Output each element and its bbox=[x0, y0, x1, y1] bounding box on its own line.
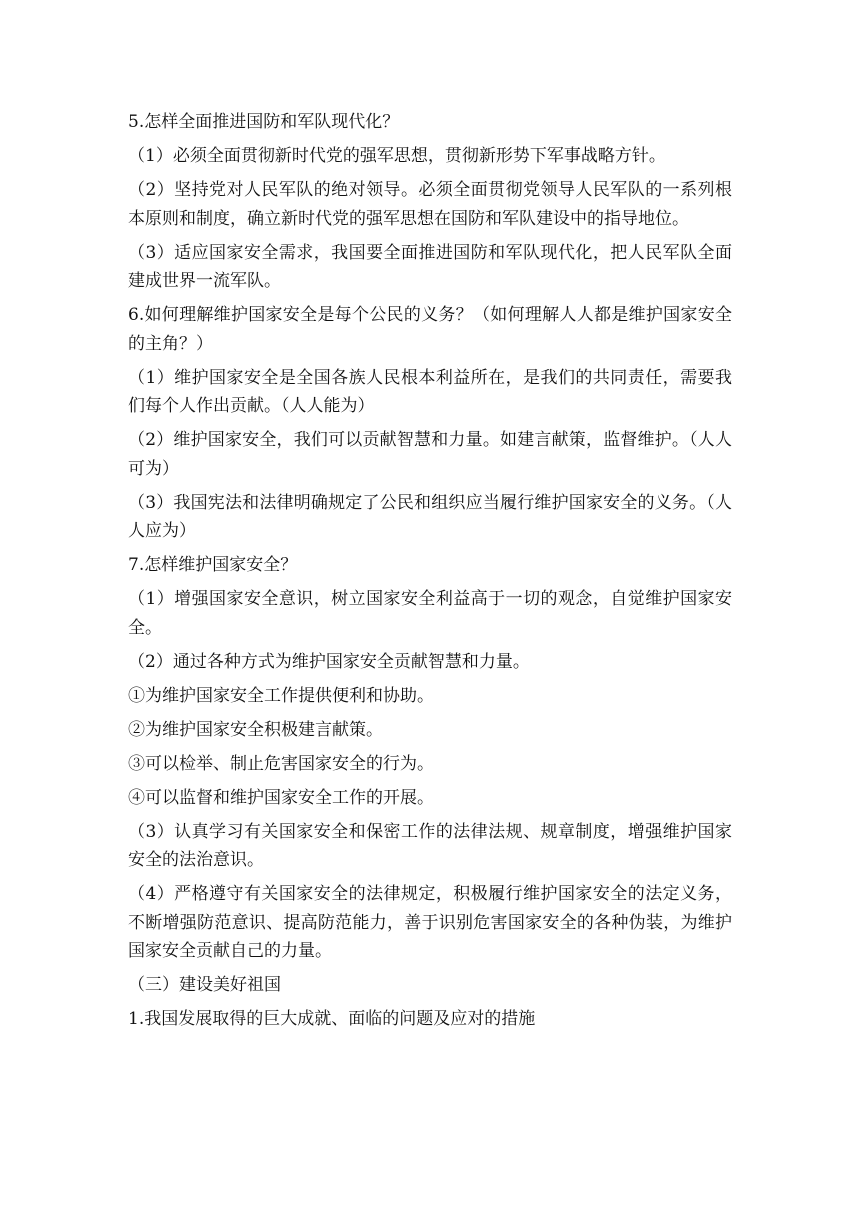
answer-point: （4）严格遵守有关国家安全的法律规定，积极履行维护国家安全的法定义务，不断增强防范意识、提高防范能力，善于识别危害国家安全的各种伪装，为维护国家安全贡献自己的力量。 bbox=[128, 884, 732, 961]
answer-point: （1）维护国家安全是全国各族人民根本利益所在，是我们的共同责任，需要我们每个人作出贡献。（人人能为） bbox=[128, 367, 732, 416]
sub-point: ④可以监督和维护国家安全工作的开展。 bbox=[128, 787, 434, 808]
sub-point: ①为维护国家安全工作提供便利和协助。 bbox=[128, 685, 434, 706]
section-heading: （三）建设美好祖国 bbox=[128, 975, 281, 995]
answer-point: （3）认真学习有关国家安全和保密工作的法律法规、规章制度，增强维护国家安全的法治意识。 bbox=[128, 821, 732, 870]
answer-point: （2）维护国家安全，我们可以贡献智慧和力量。如建言献策，监督维护。（人人可为） bbox=[128, 430, 732, 479]
question-heading-6: 6.如何理解维护国家安全是每个公民的义务？（如何理解人人都是维护国家安全的主角？） bbox=[128, 305, 732, 354]
answer-point: （1）必须全面贯彻新时代党的强军思想，贯彻新形势下军事战略方针。 bbox=[128, 146, 666, 166]
question-heading-1: 1.我国发展取得的巨大成就、面临的问题及应对的措施 bbox=[128, 1009, 536, 1029]
answer-point: （2）通过各种方式为维护国家安全贡献智慧和力量。 bbox=[128, 651, 530, 672]
answer-point: （2）坚持党对人民军队的绝对领导。必须全面贯彻党领导人民军队的一系列根本原则和制度，确立新时代党的强军思想在国防和军队建设中的指导地位。 bbox=[128, 180, 732, 229]
answer-point: （1）增强国家安全意识，树立国家安全利益高于一切的观念，自觉维护国家安全。 bbox=[128, 589, 732, 638]
question-heading-7: 7.怎样维护国家安全？ bbox=[128, 555, 298, 575]
answer-point: （3）适应国家安全需求，我国要全面推进国防和军队现代化，把人民军队全面建成世界一流军队。 bbox=[128, 242, 732, 291]
answer-point: （3）我国宪法和法律明确规定了公民和组织应当履行维护国家安全的义务。（人人应为） bbox=[128, 492, 732, 541]
sub-point: ③可以检举、制止危害国家安全的行为。 bbox=[128, 753, 434, 774]
question-heading-5: 5.怎样全面推进国防和军队现代化？ bbox=[128, 112, 400, 132]
document-body bbox=[128, 108, 732, 1039]
sub-point: ②为维护国家安全积极建言献策。 bbox=[128, 719, 383, 740]
